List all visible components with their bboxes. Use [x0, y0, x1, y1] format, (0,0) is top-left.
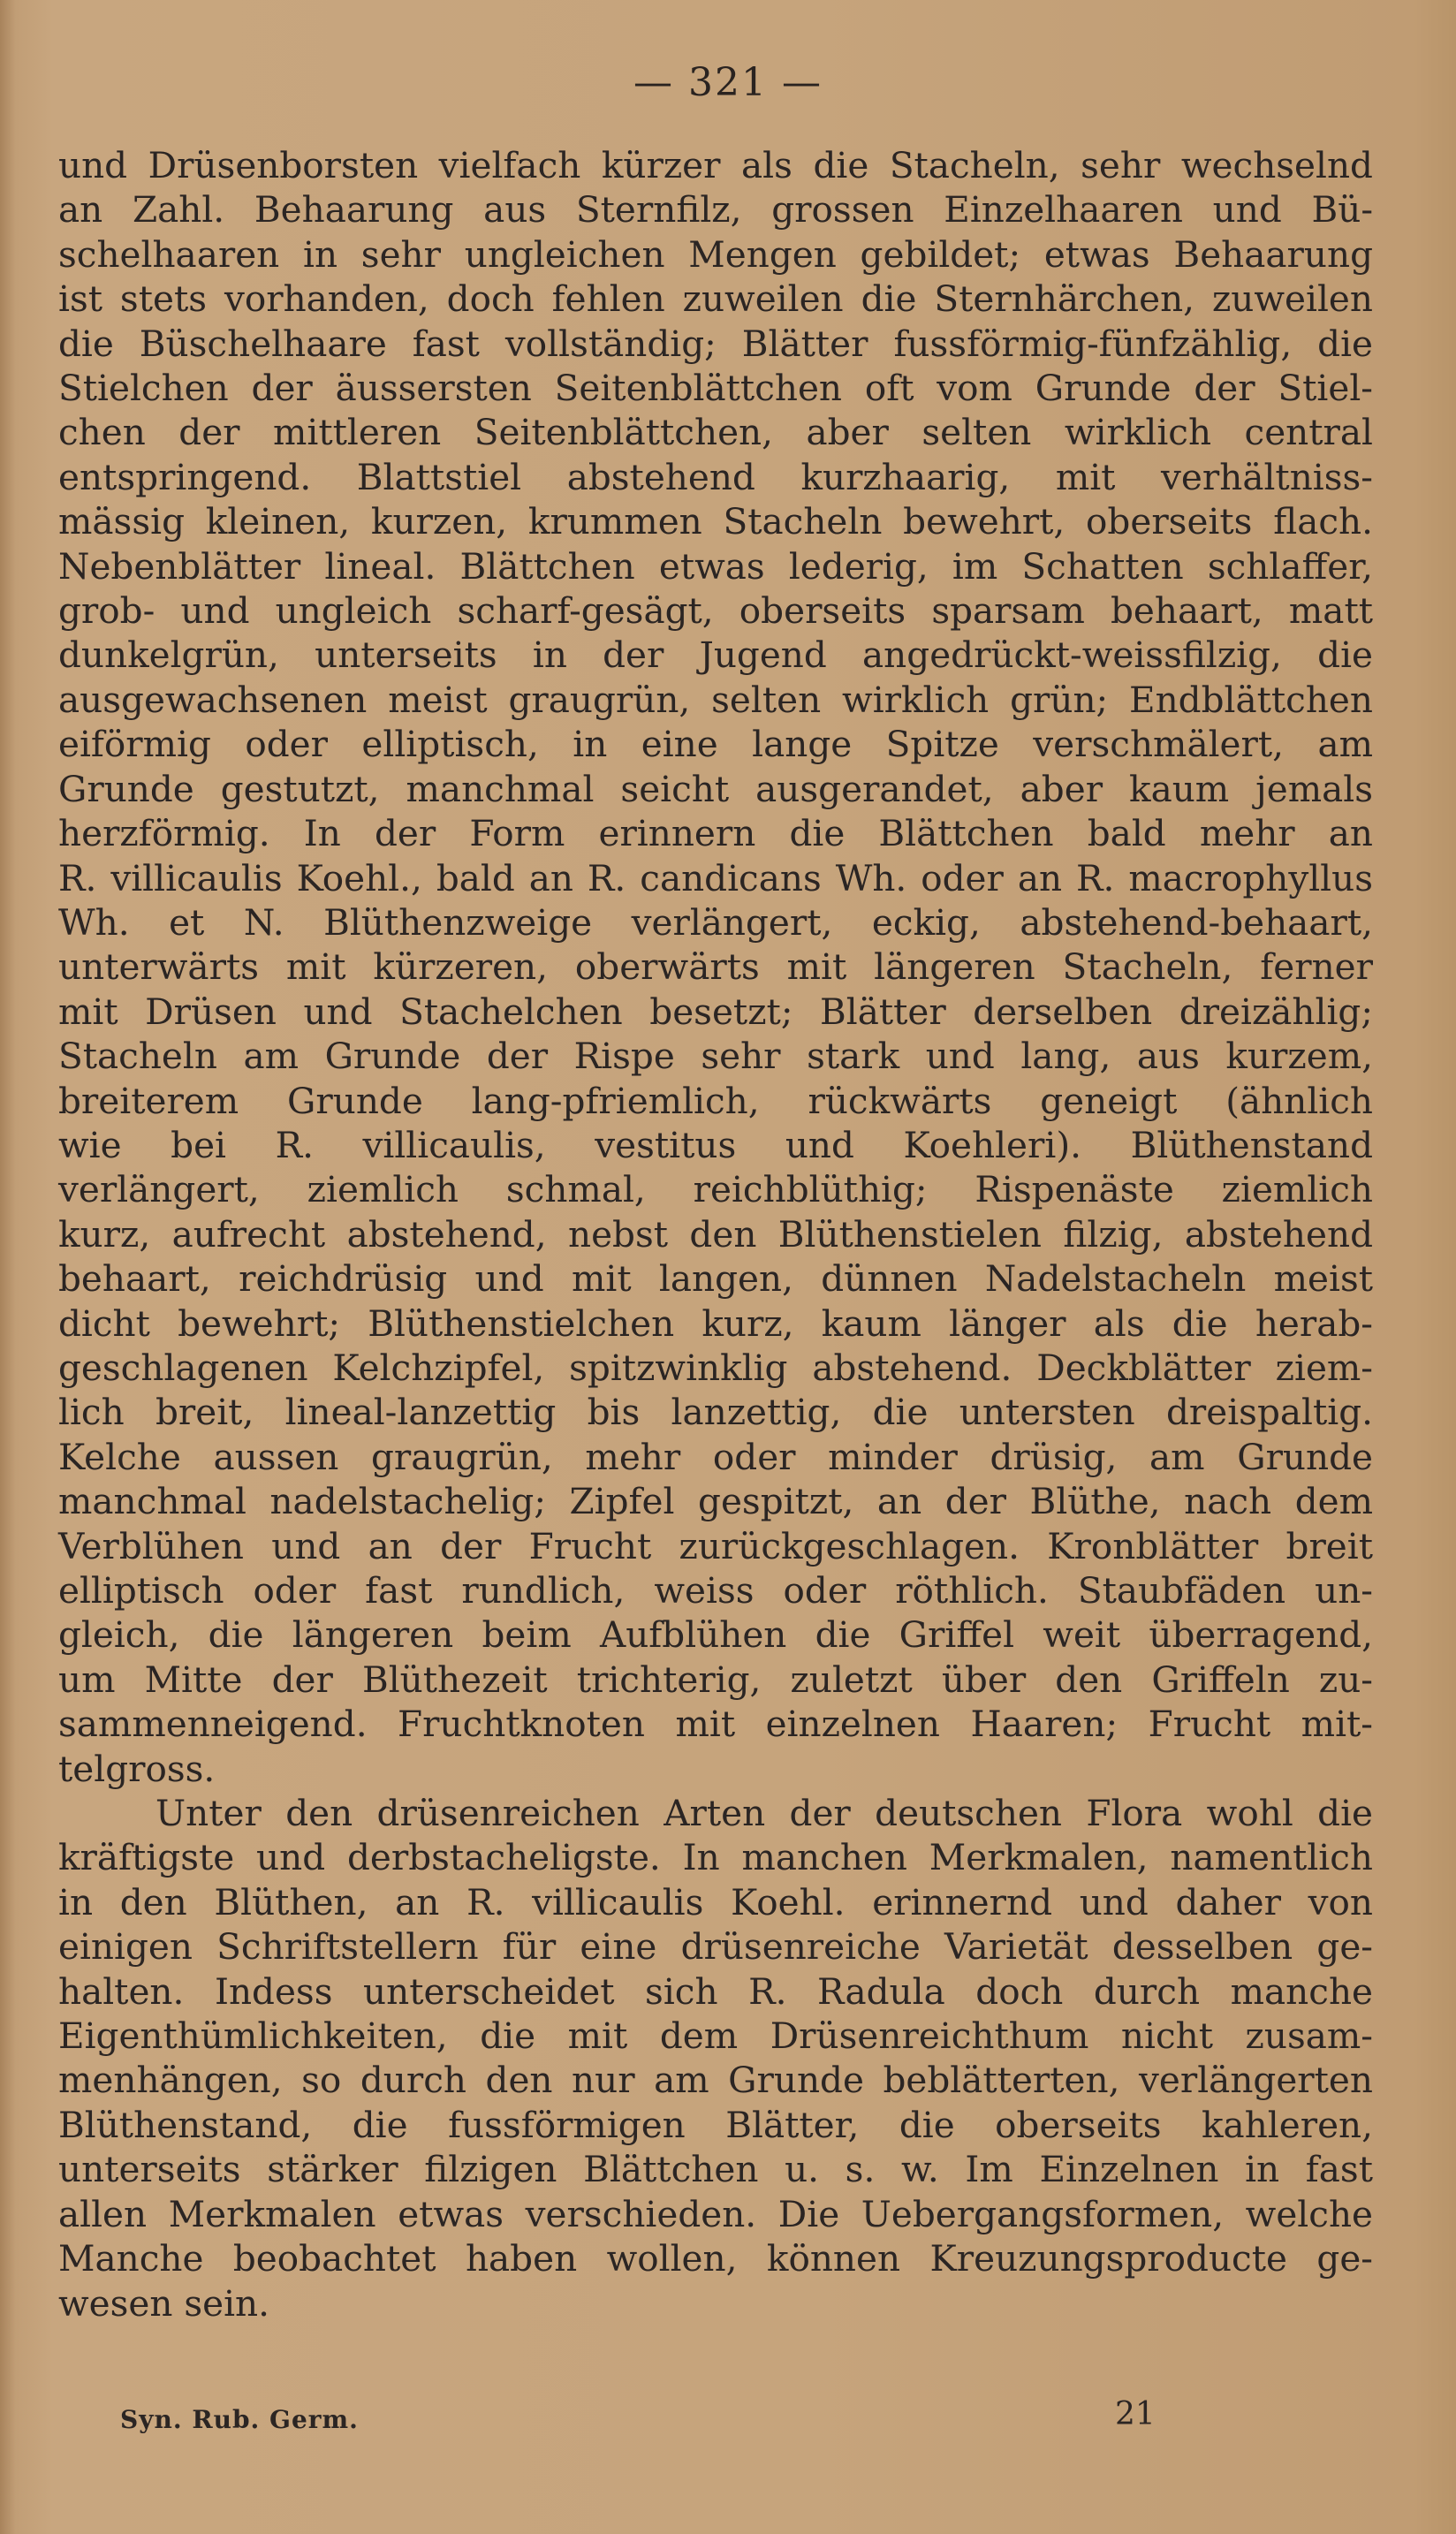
text-line: Stacheln am Grunde der Rispe sehr stark und lang, aus kurzem,	[58, 1035, 1373, 1078]
text-line: Stielchen der äussersten Seitenblättchen oft vom Grunde der Stiel-	[58, 367, 1373, 410]
paragraph-description	[58, 143, 1373, 1791]
text-line: elliptisch oder fast rundlich, weiss oder röthlich. Staubfäden un-	[58, 1569, 1373, 1612]
text-line: unterseits stärker filzigen Blättchen u. s. w. Im Einzelnen in fast	[58, 2148, 1373, 2191]
text-line: Manche beobachtet haben wollen, können Kreuzungsproducte ge-	[58, 2237, 1373, 2280]
text-line: herzförmig. In der Form erinnern die Blättchen bald mehr an	[58, 812, 1373, 855]
text-line: an Zahl. Behaarung aus Sternfilz, grossen Einzelhaaren und Bü-	[58, 188, 1373, 231]
text-line: kurz, aufrecht abstehend, nebst den Blüthenstielen filzig, abstehend	[58, 1212, 1373, 1256]
text-line: Nebenblätter lineal. Blättchen etwas lederig, im Schatten schlaffer,	[58, 544, 1373, 588]
text-line: einigen Schriftstellern für eine drüsenreiche Varietät desselben ge-	[58, 1925, 1373, 1969]
text-line: mässig kleinen, kurzen, krummen Stacheln bewehrt, oberseits flach.	[58, 500, 1373, 543]
text-line: geschlagenen Kelchzipfel, spitzwinklig abstehend. Deckblätter ziem-	[58, 1346, 1373, 1389]
text-line: dunkelgrün, unterseits in der Jugend angedrückt-weissfilzig, die	[58, 634, 1373, 677]
text-line: allen Merkmalen etwas verschieden. Die Uebergangsformen, welche	[58, 2192, 1373, 2235]
text-line: Kelche aussen graugrün, mehr oder minder drüsig, am Grunde	[58, 1435, 1373, 1478]
text-line: sammenneigend. Fruchtknoten mit einzelnen Haaren; Frucht mit-	[58, 1703, 1373, 1746]
sheet-number: 21	[1115, 2396, 1156, 2432]
text-line: ausgewachsenen meist graugrün, selten wirklich grün; Endblättchen	[58, 678, 1373, 721]
text-line: telgross.	[58, 1747, 216, 1790]
text-line: manchmal nadelstachelig; Zipfel gespitzt, an der Blüthe, nach dem	[58, 1480, 1373, 1523]
text-line: Verblühen und an der Frucht zurückgeschlagen. Kronblätter breit	[58, 1524, 1373, 1567]
text-line: kräftigste und derbstacheligste. In manchen Merkmalen, namentlich	[58, 1836, 1373, 1879]
text-line: um Mitte der Blüthezeit trichterig, zuletzt über den Griffeln zu-	[58, 1658, 1373, 1701]
text-line: Unter den drüsenreichen Arten der deutschen Flora wohl die	[155, 1792, 1373, 1835]
text-line: eiförmig oder elliptisch, in eine lange Spitze verschmälert, am	[58, 723, 1373, 766]
text-line: behaart, reichdrüsig und mit langen, dünnen Nadelstacheln meist	[58, 1257, 1373, 1301]
text-line: menhängen, so durch den nur am Grunde beblätterten, verlängerten	[58, 2059, 1373, 2102]
signature-mark: Syn. Rub. Germ.	[120, 2405, 359, 2434]
text-line: mit Drüsen und Stachelchen besetzt; Blätter derselben dreizählig;	[58, 990, 1373, 1033]
text-line: ist stets vorhanden, doch fehlen zuweilen die Sternhärchen, zuweilen	[58, 277, 1373, 321]
text-line: wie bei R. villicaulis, vestitus und Koehleri). Blüthenstand	[58, 1123, 1373, 1166]
text-line: breiterem Grunde lang-pfriemlich, rückwärts geneigt (ähnlich	[58, 1079, 1373, 1122]
text-line: Wh. et N. Blüthenzweige verlängert, eckig, abstehend-behaart,	[58, 900, 1373, 944]
text-line: Blüthenstand, die fussförmigen Blätter, die oberseits kahleren,	[58, 2103, 1373, 2146]
text-line: dicht bewehrt; Blüthenstielchen kurz, kaum länger als die herab-	[58, 1301, 1373, 1345]
page-number: — 321 —	[633, 60, 823, 105]
text-line: gleich, die längeren beim Aufblühen die Griffel weit überragend,	[58, 1613, 1373, 1657]
text-line: schelhaaren in sehr ungleichen Mengen gebildet; etwas Behaarung	[58, 232, 1373, 276]
text-line: verlängert, ziemlich schmal, reichblüthig; Rispenäste ziemlich	[58, 1168, 1373, 1211]
text-line: Grunde gestutzt, manchmal seicht ausgerandet, aber kaum jemals	[58, 767, 1373, 810]
text-line: wesen sein.	[58, 2281, 270, 2325]
text-line: in den Blüthen, an R. villicaulis Koehl. erinnernd und daher von	[58, 1880, 1373, 1923]
text-line: und Drüsenborsten vielfach kürzer als die Stacheln, sehr wechselnd	[58, 144, 1373, 186]
paragraph-commentary	[58, 1791, 1373, 2325]
text-line: grob- und ungleich scharf-gesägt, oberseits sparsam behaart, matt	[58, 589, 1373, 633]
text-line: halten. Indess unterscheidet sich R. Radula doch durch manche	[58, 1969, 1373, 2013]
text-line: entspringend. Blattstiel abstehend kurzhaarig, mit verhältniss-	[58, 455, 1373, 498]
text-line: die Büschelhaare fast vollständig; Blätter fussförmig-fünfzählig, die	[58, 322, 1373, 365]
text-line: Eigenthümlichkeiten, die mit dem Drüsenreichthum nicht zusam-	[58, 2014, 1373, 2058]
text-line: lich breit, lineal-lanzettig bis lanzettig, die untersten dreispaltig.	[58, 1391, 1373, 1434]
text-line: chen der mittleren Seitenblättchen, aber selten wirklich central	[58, 411, 1373, 454]
body-text	[58, 143, 1373, 2325]
text-line: R. villicaulis Koehl., bald an R. candicans Wh. oder an R. macrophyllus	[58, 856, 1373, 899]
text-line: unterwärts mit kürzeren, oberwärts mit längeren Stacheln, ferner	[58, 945, 1373, 989]
